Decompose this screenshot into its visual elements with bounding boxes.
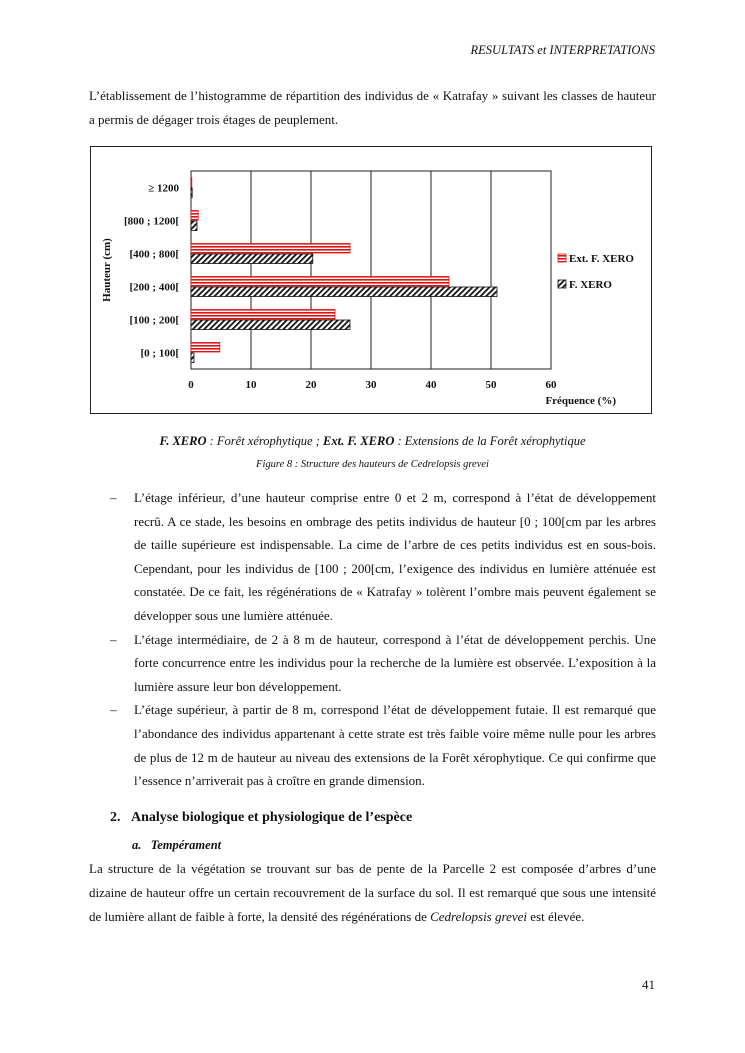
y-axis-title: Hauteur (cm) [101, 238, 113, 302]
list-item [110, 698, 656, 792]
bullet-text: L’étage inférieur, d’une hauteur comprise entre 0 et 2 m, correspond à l’état de développement recrû. A ce stade, les besoins en ombrage des petits individus de hauteur [0 ; 100[cm par les arbres de taille supérieure est indispensable. La cime de l’arbre de ces petits individus est en sous-bois. Cependant, pour les individus de [100 ; 200[cm, l’exigence des individus en lumière atténuée est constatée. De ce fait, les régénérations de « Katrafay » tolèrent l’ombre mais peuvent également se développer sous une lumière atténuée. [134, 490, 656, 623]
legend-label: Ext. F. XERO [569, 253, 634, 265]
x-tick-label: 20 [305, 379, 317, 391]
figure-caption: Figure 8 : Structure des hauteurs de Cedrelopsis grevei [256, 459, 489, 470]
list-item [110, 486, 656, 628]
height-structure-bar-chart [91, 147, 653, 415]
y-tick-label: [400 ; 800[ [129, 248, 179, 261]
def-fxero: : Forêt xérophytique ; [206, 434, 324, 448]
bullet-dash: – [110, 490, 117, 505]
bullet-text: L’étage supérieur, à partir de 8 m, correspond l’état de développement futaie. Il est remarqué que l’abondance des individus appartenant à cette strate est très faible voire même nulle pour les arbres de plus de 12 m de hauteur au niveau des extensions de la Forêt xérophytique. Ce qui confirme que l’essence n’arriverait pas à croître en grande dimension. [134, 702, 656, 789]
figure-chart-frame [90, 146, 652, 414]
section-title: Analyse biologique et physiologique de l’espèce [131, 810, 413, 825]
bar-ext-fxero [191, 244, 350, 254]
x-tick-label: 30 [365, 379, 377, 391]
paragraph-end: est élevée. [527, 909, 585, 924]
y-tick-label: [0 ; 100[ [140, 347, 179, 360]
page-number: 41 [642, 977, 655, 992]
abbr-fxero: F. XERO [159, 434, 207, 448]
legend-label: F. XERO [569, 279, 612, 291]
x-axis-title: Fréquence (%) [545, 395, 616, 407]
y-tick-label: [800 ; 1200[ [124, 215, 179, 228]
intro-paragraph: L’établissement de l’histogramme de répartition des individus de « Katrafay » suivant les classes de hauteur a permis de dégager trois étages de peuplement. [89, 88, 656, 127]
section-heading [110, 810, 412, 826]
bar-ext-fxero [191, 277, 449, 287]
subsection-title: Tempérament [150, 838, 222, 852]
bar-fxero [191, 188, 192, 198]
bar-fxero [191, 320, 350, 330]
bullet-dash: – [110, 702, 117, 718]
bullet-dash: – [110, 631, 117, 647]
x-tick-label: 50 [485, 379, 497, 391]
bar-fxero [191, 287, 497, 297]
bar-ext-fxero [191, 310, 335, 320]
abbr-ext-fxero: Ext. F. XERO [323, 434, 395, 448]
y-tick-label: [100 ; 200[ [129, 314, 179, 327]
bullet-list [110, 486, 656, 793]
subsection-heading [132, 838, 221, 853]
y-tick-label: ≥ 1200 [148, 182, 179, 195]
x-tick-label: 0 [188, 379, 194, 391]
bar-ext-fxero [191, 178, 192, 188]
running-header: RESULTATS et INTERPRETATIONS [470, 43, 655, 57]
body-paragraph [89, 857, 656, 929]
section-number: 2. [110, 810, 121, 825]
legend-swatch [558, 254, 566, 262]
subsection-number: a. [132, 838, 142, 852]
y-tick-label: [200 ; 400[ [129, 281, 179, 294]
bar-ext-fxero [191, 211, 198, 221]
bar-fxero [191, 254, 313, 264]
paragraph-text: La structure de la végétation se trouvant sur bas de pente de la Parcelle 2 est composée d’arbres d’une dizaine de hauteur offre un certain recouvrement de la surface du sol. Il est remarqué que sous une intensité de lumière allant de faible à forte, la densité des régénérations de [89, 861, 656, 924]
bullet-text: L’étage intermédiaire, de 2 à 8 m de hauteur, correspond à l’état de développement perchis. Une forte concurrence entre les individus pour la recherche de la lumière est observée. L’exposition à la lumière assure leur bon développement. [134, 631, 656, 694]
list-item [110, 628, 656, 699]
bar-ext-fxero [191, 343, 220, 353]
figure-legend-note [0, 434, 745, 449]
x-tick-label: 10 [245, 379, 257, 391]
bar-fxero [191, 221, 197, 231]
legend-swatch [558, 280, 566, 288]
x-tick-label: 60 [545, 379, 557, 391]
species-name: Cedrelopsis grevei [430, 909, 527, 924]
x-tick-label: 40 [425, 379, 437, 391]
def-ext-fxero: : Extensions de la Forêt xérophytique [394, 434, 586, 448]
bar-fxero [191, 353, 194, 363]
